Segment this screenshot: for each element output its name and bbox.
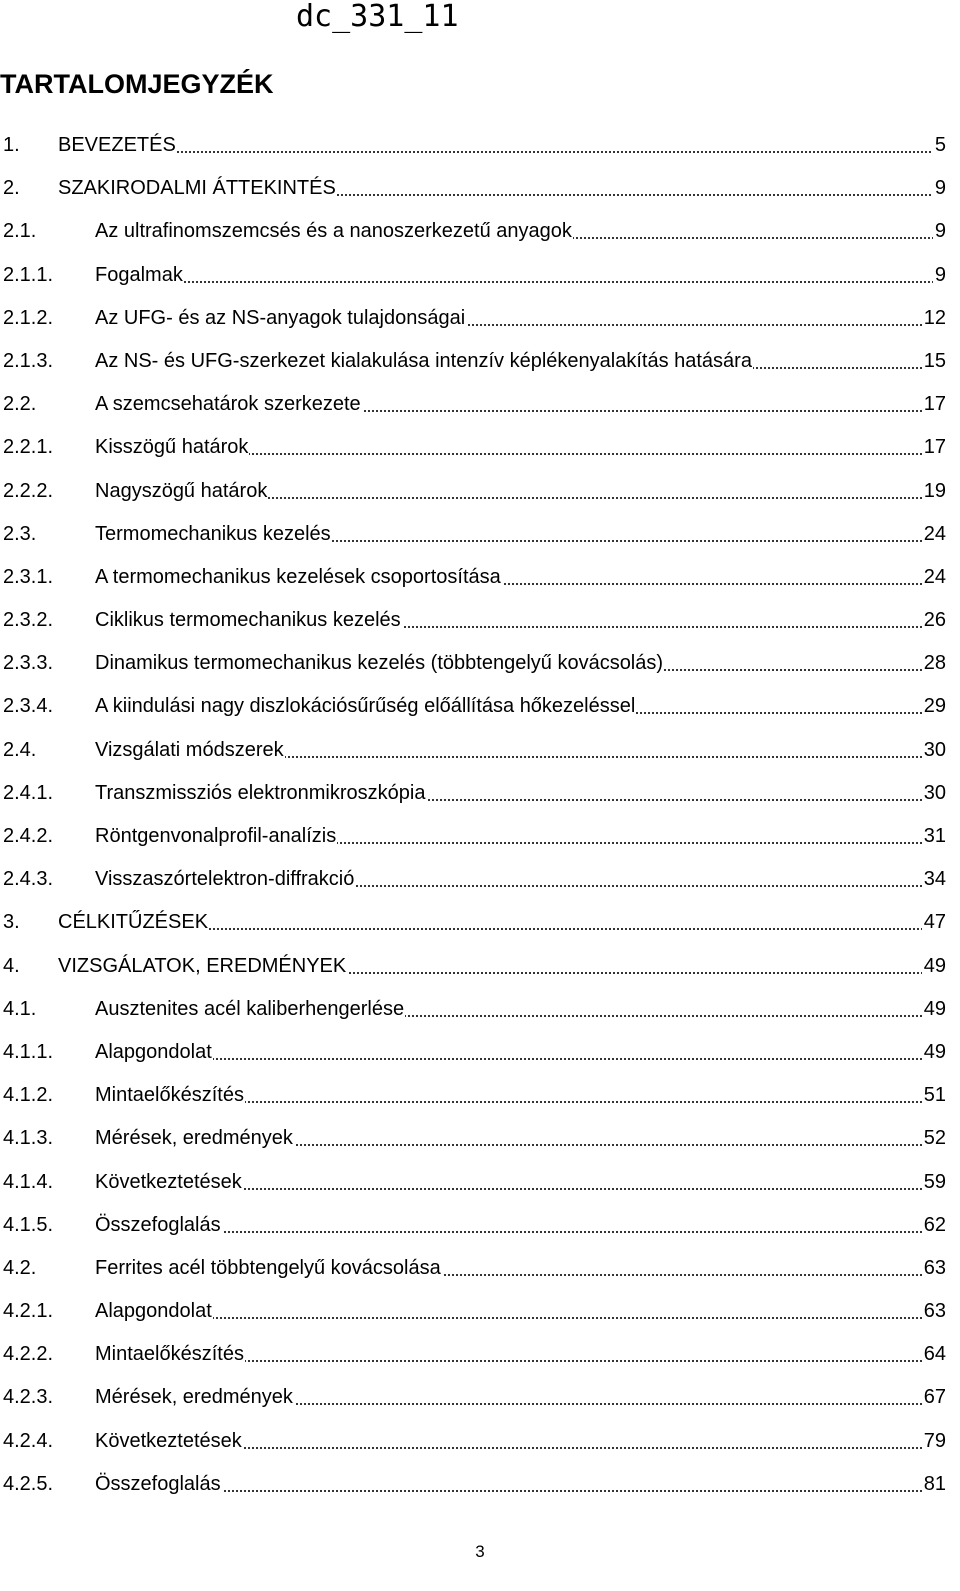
toc-entry[interactable] — [0, 1425, 946, 1468]
toc-entry[interactable] — [0, 259, 946, 302]
page-number: 3 — [475, 1542, 485, 1561]
toc-entry-number: 2.4.3. — [3, 868, 54, 891]
toc-entry-title: Ausztenites acél kaliberhengerlése — [95, 997, 405, 1020]
toc-entry[interactable] — [0, 777, 946, 820]
toc-entry-title: SZAKIRODALMI ÁTTEKINTÉS — [58, 177, 336, 200]
toc-heading: TARTALOMJEGYZÉK — [0, 69, 274, 99]
toc-entry-title-area — [95, 1295, 946, 1327]
toc-entry-number: 4.1. — [3, 997, 37, 1020]
toc-entry-title: Vizsgálati módszerek — [95, 738, 284, 761]
toc-entry-title: Transzmissziós elektronmikroszkópia — [95, 781, 426, 804]
toc-entry[interactable] — [0, 690, 946, 733]
toc-entry-number: 2.3. — [3, 522, 37, 545]
toc-entry-number: 2.2.2. — [3, 479, 54, 502]
toc-entry-page: 24 — [922, 518, 946, 550]
toc-entry-title-area — [95, 1425, 946, 1457]
toc-entry[interactable] — [0, 1252, 946, 1295]
toc-entry-number: 2.4. — [3, 738, 37, 761]
toc-entry-page: 5 — [933, 129, 946, 161]
toc-entry-number: 2.4.1. — [3, 781, 54, 804]
toc-entry-page: 30 — [922, 777, 946, 809]
toc-entry-title-area — [95, 863, 946, 895]
toc-entry-page: 15 — [922, 345, 946, 377]
toc-entry-title: BEVEZETÉS — [58, 134, 176, 156]
toc-entry-number: 4.2.3. — [3, 1386, 54, 1409]
toc-entry-title: Mérések, eredmények — [95, 1386, 293, 1409]
toc-entry[interactable] — [0, 345, 946, 388]
toc-entry-title-area — [95, 345, 946, 377]
toc-entry[interactable] — [0, 1381, 946, 1424]
toc-entry-title-area — [95, 820, 946, 852]
dot-leader-line — [58, 151, 946, 153]
toc-entry-title-area — [95, 1122, 946, 1154]
toc-entry-page: 49 — [922, 1036, 946, 1068]
toc-entry-title-area — [95, 475, 946, 507]
toc-list — [0, 129, 946, 1511]
toc-entry-page: 9 — [933, 172, 946, 204]
toc-entry-title-area — [95, 302, 946, 334]
toc-entry[interactable] — [0, 388, 946, 431]
dot-leader — [95, 259, 946, 291]
toc-entry-title-area — [95, 1252, 946, 1284]
toc-entry-title: Fogalmak — [95, 263, 183, 286]
toc-entry[interactable] — [0, 1036, 946, 1079]
toc-entry-number: 2.1. — [3, 220, 37, 243]
toc-entry[interactable] — [0, 993, 946, 1036]
toc-entry-title: Következtetések — [95, 1429, 242, 1452]
toc-entry-title: Termomechanikus kezelés — [95, 522, 331, 545]
toc-entry-number: 2.1.1. — [3, 263, 54, 286]
toc-entry-number: 4.1.2. — [3, 1084, 54, 1107]
toc-entry-title: Visszaszórtelektron-diffrakció — [95, 868, 355, 891]
toc-entry-title: A szemcsehatárok szerkezete — [95, 393, 361, 416]
toc-entry-page: 63 — [922, 1295, 946, 1327]
toc-entry-number: 2.4.2. — [3, 825, 54, 847]
toc-entry-title-area — [95, 1166, 946, 1198]
toc-entry-page: 81 — [922, 1468, 946, 1500]
toc-entry-page: 63 — [922, 1252, 946, 1284]
toc-entry[interactable] — [0, 647, 946, 690]
toc-entry[interactable] — [0, 518, 946, 561]
toc-entry-title-area — [95, 1381, 946, 1413]
toc-entry-title-area — [95, 647, 946, 679]
toc-entry-title-area — [95, 604, 946, 636]
toc-entry-number: 4.1.3. — [3, 1127, 54, 1150]
toc-entry-page: 12 — [922, 302, 946, 334]
toc-entry-title: CÉLKITŰZÉSEK — [58, 911, 209, 934]
toc-entry[interactable] — [0, 863, 946, 906]
toc-entry-title-area — [95, 388, 946, 420]
toc-entry-page: 30 — [922, 734, 946, 766]
toc-entry-title: Ciklikus termomechanikus kezelés — [95, 609, 401, 632]
toc-entry[interactable] — [0, 1122, 946, 1165]
dot-leader-line — [95, 281, 946, 283]
toc-entry-title: Ferrites acél többtengelyű kovácsolása — [95, 1256, 441, 1279]
toc-entry[interactable] — [0, 475, 946, 518]
toc-entry-number: 3. — [3, 911, 20, 934]
toc-entry-title-area — [95, 518, 946, 550]
toc-entry-number: 4.2.1. — [3, 1300, 54, 1323]
toc-entry-title: Következtetések — [95, 1170, 242, 1193]
toc-entry-number: 2.3.2. — [3, 609, 54, 632]
toc-entry-title: VIZSGÁLATOK, EREDMÉNYEK — [58, 954, 347, 977]
toc-entry-number: 4.2. — [3, 1256, 37, 1279]
toc-entry-title: A termomechanikus kezelések csoportosítása — [95, 565, 501, 588]
toc-entry-title: Mintaelőkészítés — [95, 1084, 244, 1107]
dot-leader — [58, 129, 946, 161]
toc-entry-title-area — [95, 734, 946, 766]
toc-entry-page: 24 — [922, 561, 946, 593]
toc-entry-number: 4.1.4. — [3, 1170, 54, 1193]
toc-entry[interactable] — [0, 561, 946, 604]
toc-entry-title-area — [95, 1036, 946, 1068]
toc-entry-number: 2.3.1. — [3, 565, 54, 588]
toc-entry-title: Alapgondolat — [95, 1040, 212, 1063]
toc-entry-title-area — [95, 1468, 946, 1500]
toc-entry-page: 49 — [922, 950, 946, 982]
toc-entry-page: 47 — [922, 906, 946, 938]
toc-entry-page: 19 — [922, 475, 946, 507]
toc-entry-title-area — [95, 1209, 946, 1241]
document-id: dc_331_11 — [296, 0, 459, 34]
toc-entry[interactable] — [0, 172, 946, 215]
toc-entry-title: Az UFG- és az NS-anyagok tulajdonságai — [95, 306, 466, 329]
dot-leader-line — [95, 1058, 946, 1060]
toc-entry-title: Mérések, eredmények — [95, 1127, 293, 1150]
toc-entry[interactable] — [0, 302, 946, 345]
toc-entry[interactable] — [0, 950, 946, 993]
toc-entry-title: Dinamikus termomechanikus kezelés (többtengelyű kovácsolás) — [95, 652, 664, 675]
toc-entry-page: 34 — [922, 863, 946, 895]
toc-entry-number: 4.1.5. — [3, 1213, 54, 1236]
toc-entry-page: 62 — [922, 1209, 946, 1241]
toc-entry-title: Az ultrafinomszemcsés és a nanoszerkezetű anyagok — [95, 220, 572, 243]
toc-entry-page: 26 — [922, 604, 946, 636]
toc-entry[interactable] — [0, 1209, 946, 1252]
toc-entry-title: Nagyszögű határok — [95, 479, 268, 502]
dot-leader-line — [95, 1490, 946, 1492]
toc-entry-title-area — [95, 259, 946, 291]
toc-entry-title-area — [95, 215, 946, 247]
toc-entry-title: Kisszögű határok — [95, 436, 249, 459]
toc-entry-title-area — [95, 993, 946, 1025]
toc-entry[interactable] — [0, 604, 946, 647]
toc-entry-number: 2. — [3, 177, 20, 200]
toc-entry-title-area — [95, 561, 946, 593]
dot-leader — [95, 1295, 946, 1327]
dot-leader-line — [95, 1317, 946, 1319]
toc-entry-title-area — [58, 906, 946, 938]
toc-entry-page: 49 — [922, 993, 946, 1025]
toc-entry[interactable] — [0, 1079, 946, 1122]
toc-entry-number: 4.2.2. — [3, 1343, 54, 1366]
toc-entry-page: 31 — [922, 820, 946, 852]
toc-entry-title: A kiindulási nagy diszlokációsűrűség előállítása hőkezeléssel — [95, 695, 636, 718]
toc-entry-page: 17 — [922, 388, 946, 420]
toc-entry-page: 67 — [922, 1381, 946, 1413]
toc-entry[interactable] — [0, 734, 946, 777]
dot-leader — [95, 1209, 946, 1241]
toc-entry-number: 2.3.4. — [3, 695, 54, 718]
toc-entry-title: Mintaelőkészítés — [95, 1343, 244, 1366]
toc-entry[interactable] — [0, 906, 946, 949]
toc-entry-title-area — [58, 950, 946, 982]
toc-entry-title: Az NS- és UFG-szerkezet kialakulása intenzív képlékenyalakítás hatására — [95, 349, 752, 372]
toc-entry[interactable] — [0, 129, 946, 172]
toc-entry-number: 2.2. — [3, 393, 37, 416]
toc-entry[interactable] — [0, 431, 946, 474]
toc-entry-title-area — [95, 690, 946, 722]
dot-leader-line — [95, 1231, 946, 1233]
toc-entry[interactable] — [0, 1338, 946, 1381]
toc-entry-page: 28 — [922, 647, 946, 679]
toc-entry-page: 29 — [922, 690, 946, 722]
toc-entry-number: 2.1.3. — [3, 349, 54, 372]
toc-entry-title-area — [58, 129, 946, 161]
toc-entry-number: 4.2.4. — [3, 1429, 54, 1452]
toc-entry[interactable] — [0, 1166, 946, 1209]
toc-entry-title: Röntgenvonalprofil-analízis — [95, 825, 337, 847]
toc-entry-number: 2.3.3. — [3, 652, 54, 675]
toc-entry-page: 9 — [933, 215, 946, 247]
dot-leader — [95, 1036, 946, 1068]
toc-entry-page: 64 — [922, 1338, 946, 1370]
toc-entry-page: 17 — [922, 431, 946, 463]
dot-leader — [95, 1468, 946, 1500]
toc-entry-page: 59 — [922, 1166, 946, 1198]
toc-entry-title: Összefoglalás — [95, 1213, 221, 1236]
toc-entry[interactable] — [0, 215, 946, 258]
toc-entry-title-area — [58, 172, 946, 204]
toc-entry-title-area — [95, 1338, 946, 1370]
toc-entry[interactable] — [0, 820, 946, 863]
toc-entry-page: 79 — [922, 1425, 946, 1457]
toc-entry-title: Alapgondolat — [95, 1300, 212, 1323]
toc-entry-title-area — [95, 1079, 946, 1111]
toc-entry[interactable] — [0, 1295, 946, 1338]
toc-entry-number: 4.1.1. — [3, 1040, 54, 1063]
toc-entry-title-area — [95, 777, 946, 809]
toc-entry-number: 2.2.1. — [3, 436, 54, 459]
toc-entry-number: 2.1.2. — [3, 306, 54, 329]
toc-entry-title-area — [95, 431, 946, 463]
toc-entry-number: 4.2.5. — [3, 1472, 54, 1495]
toc-entry-page: 9 — [933, 259, 946, 291]
toc-entry-title: Összefoglalás — [95, 1472, 221, 1495]
toc-entry[interactable] — [0, 1468, 946, 1511]
toc-entry-page: 51 — [922, 1079, 946, 1111]
toc-entry-page: 52 — [922, 1122, 946, 1154]
toc-entry-number: 1. — [3, 134, 20, 156]
toc-entry-number: 4. — [3, 954, 20, 977]
